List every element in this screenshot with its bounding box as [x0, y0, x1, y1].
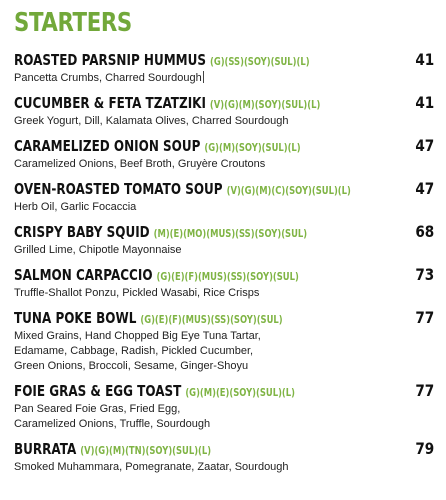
text-cursor-icon [203, 71, 204, 83]
menu-items-list [14, 50, 438, 475]
menu-item-header [14, 50, 438, 70]
menu-item-header [14, 222, 438, 242]
menu-item-price: 47 [415, 136, 434, 155]
menu-item-price: 73 [415, 265, 434, 284]
menu-item-title [14, 439, 211, 461]
menu-item-title [14, 93, 320, 115]
menu-item-description [14, 200, 438, 215]
menu-item-description [14, 329, 438, 374]
menu-item-header [14, 179, 438, 199]
menu-item-description-line: Caramelized Onions, Truffle, Sourdough [14, 418, 211, 430]
menu-item-header [14, 308, 438, 328]
menu-item-description-line: Smoked Muhammara, Pomegranate, Zaatar, Sourdough [14, 461, 289, 473]
menu-item-title [14, 50, 310, 72]
section-title: STARTERS [14, 8, 132, 38]
menu-item-description [14, 243, 438, 258]
menu-item-description-line: Edamame, Cabbage, Radish, Pickled Cucumber, [14, 345, 254, 357]
menu-item-name: FOIE GRAS & EGG TOAST [14, 382, 182, 400]
menu-item-price: 41 [415, 50, 434, 69]
menu-item-header [14, 439, 438, 459]
menu-item-title [14, 265, 299, 287]
menu-item [14, 308, 438, 374]
menu-item-price: 79 [415, 439, 434, 458]
menu-item-name: TUNA POKE BOWL [14, 309, 137, 327]
menu-item-name: ROASTED PARSNIP HUMMUS [14, 51, 206, 69]
menu-item-name: BURRATA [14, 440, 77, 458]
menu-item-header [14, 93, 438, 113]
menu-item [14, 136, 438, 172]
menu-item-allergens: (V)(G)(M)(C)(SOY)(SUL)(L) [226, 185, 351, 197]
menu-item-price: 41 [415, 93, 434, 112]
menu-item-name: CUCUMBER & FETA TZATZIKI [14, 94, 206, 112]
menu-item-header [14, 265, 438, 285]
menu-item-allergens: (G)(M)(E)(SOY)(SUL)(L) [185, 387, 295, 399]
menu-item-allergens: (M)(E)(MO)(MUS)(SS)(SOY)(SUL) [153, 228, 308, 240]
menu-section [14, 6, 438, 482]
menu-item-description-line: Grilled Lime, Chipotle Mayonnaise [14, 244, 182, 256]
menu-item-price: 47 [415, 179, 434, 198]
menu-item-allergens: (G)(E)(F)(MUS)(SS)(SOY)(SUL) [140, 314, 283, 326]
menu-item [14, 50, 438, 86]
menu-item-name: CRISPY BABY SQUID [14, 223, 150, 241]
menu-item-description [14, 71, 438, 86]
menu-item-name: CARAMELIZED ONION SOUP [14, 137, 201, 155]
menu-item-name: SALMON CARPACCIO [14, 266, 153, 284]
menu-item [14, 179, 438, 215]
menu-item-description-line: Mixed Grains, Hand Chopped Big Eye Tuna Tartar, [14, 330, 261, 342]
menu-item-price: 68 [415, 222, 434, 241]
menu-item-title [14, 136, 301, 158]
menu-item-allergens: (G)(M)(SOY)(SUL)(L) [204, 142, 301, 154]
menu-item [14, 265, 438, 301]
menu-item-allergens: (G)(E)(F)(MUS)(SS)(SOY)(SUL) [156, 271, 299, 283]
menu-item-description [14, 402, 438, 432]
menu-item-allergens: (G)(SS)(SOY)(SUL)(L) [209, 56, 310, 68]
menu-item-description [14, 460, 438, 475]
menu-item [14, 439, 438, 475]
menu-item-name: OVEN-ROASTED TOMATO SOUP [14, 180, 223, 198]
menu-item-price: 77 [415, 308, 434, 327]
menu-item [14, 381, 438, 432]
menu-item-description [14, 157, 438, 172]
menu-item-title [14, 179, 351, 201]
menu-item-allergens: (V)(G)(M)(SOY)(SUL)(L) [209, 99, 321, 111]
menu-item [14, 222, 438, 258]
menu-item-allergens: (V)(G)(M)(TN)(SOY)(SUL)(L) [80, 445, 212, 457]
menu-item-description-line: Caramelized Onions, Beef Broth, Gruyère Croutons [14, 158, 266, 170]
menu-item-description-line: Pancetta Crumbs, Charred Sourdough [14, 72, 202, 84]
menu-item-description-line: Pan Seared Foie Gras, Fried Egg, [14, 403, 181, 415]
menu-item-description-line: Greek Yogurt, Dill, Kalamata Olives, Charred Sourdough [14, 115, 289, 127]
menu-item-description-line: Green Onions, Broccoli, Sesame, Ginger-Shoyu [14, 360, 249, 372]
menu-item-title [14, 381, 295, 403]
menu-item-price: 77 [415, 381, 434, 400]
menu-item-description-line: Herb Oil, Garlic Focaccia [14, 201, 137, 213]
menu-item-description [14, 114, 438, 129]
menu-item-header [14, 136, 438, 156]
menu-item-description-line: Truffle-Shallot Ponzu, Pickled Wasabi, Rice Crisps [14, 287, 260, 299]
menu-item [14, 93, 438, 129]
menu-item-description [14, 286, 438, 301]
menu-item-header [14, 381, 438, 401]
menu-item-title [14, 308, 283, 330]
menu-item-title [14, 222, 307, 244]
